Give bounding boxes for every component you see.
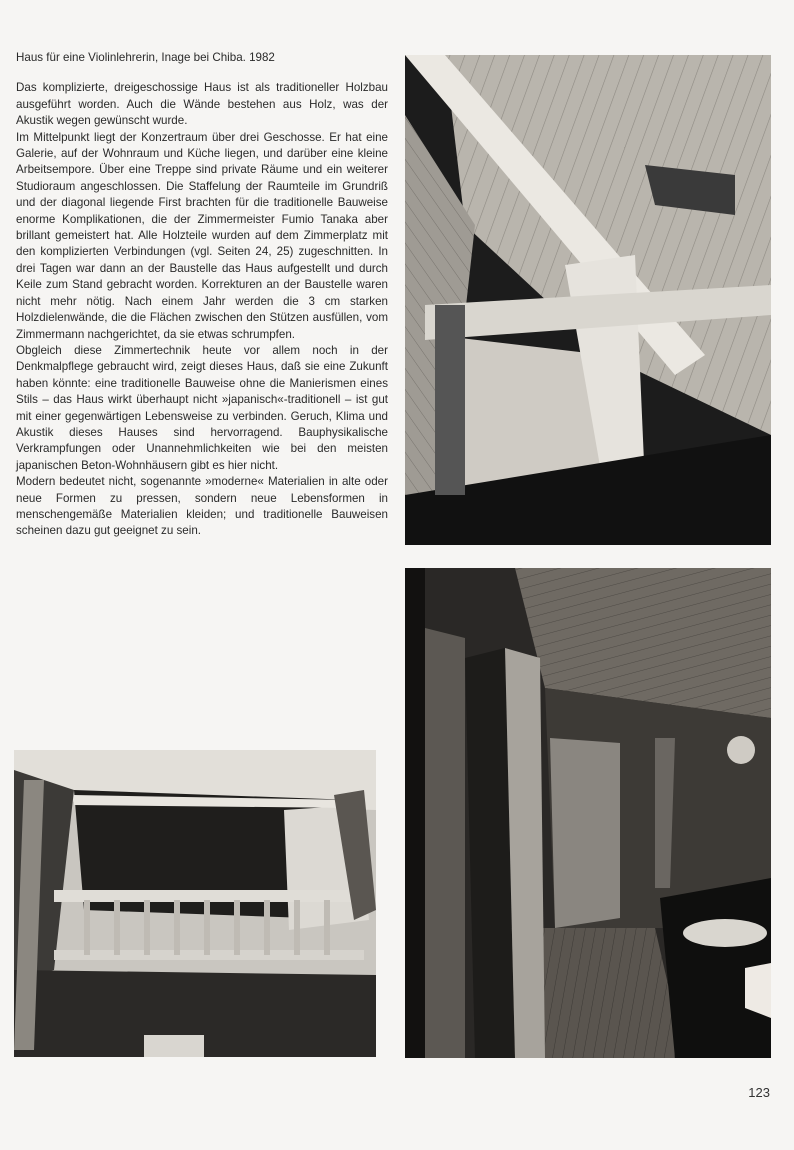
article-title: Haus für eine Violinlehrerin, Inage bei Chiba. 1982 xyxy=(16,51,275,64)
photo-ceiling-timber-frame xyxy=(405,55,771,545)
paragraph-4: Modern bedeutet nicht, sogenannte »moderne« Materialien in alte oder neue Formen zu pressen, sondern neue Lebensformen in menschengemäße Materialien kleiden; und traditionelle Bauweisen scheinen dazu gut geeignet zu sein. xyxy=(16,475,388,538)
paragraph-3: Obgleich diese Zimmertechnik heute vor allem noch in der Denkmalpflege gebraucht wird, zeigt dieses Haus, daß sie eine Zukunft haben könnte: eine traditionelle Bauweise ohne die Manierismen eines Stils – das Haus wirkt überhaupt nicht »japanisch«-traditionell – ist gut mit einer gegenwärtigen Lebensweise zu verbinden. Geruch, Klima und Akustik dieses Hauses sind hervorragend. Bauphysikalische Verkrampfungen oder Unannehmlichkeiten wie bei den meisten japanischen Beton-Wohnhäusern gibt es hier nicht. xyxy=(16,343,388,472)
photo-bathroom-interior xyxy=(405,568,771,1058)
page-number: 123 xyxy=(748,1085,770,1100)
paragraph-1: Das komplizierte, dreigeschossige Haus ist als traditioneller Holzbau ausgeführt worden. Auch die Wände bestehen aus Holz, was der Akustik wegen gewünscht wurde. xyxy=(16,81,388,128)
article-text xyxy=(16,50,388,540)
photo-balcony-exterior xyxy=(14,750,376,1057)
paragraph-2: Im Mittelpunkt liegt der Konzertraum über drei Geschosse. Er hat eine Galerie, auf der Wohnraum und Küche liegen, und darüber eine kleine Arbeitsempore. Über eine Treppe sind private Räume und ein weiterer Studioraum angeschlossen. Die Staffelung der Raumteile im Grundriß und der diagonal liegende First brachten für die traditionelle Bauweise enorme Komplikationen, die der Zimmermeister Fumio Tanaka aber brillant gemeistert hat. Alle Holzteile wurden auf dem Zimmerplatz mit den komplizierten Verbindungen (vgl. Seiten 24, 25) zugeschnitten. In drei Tagen war dann an der Baustelle das Haus aufgestellt und durch Keile zum Stand gebracht worden. Korrekturen an der Baustelle waren nicht mehr nötig. Nach einem Jahr werden die 3 cm starken Holzdielenwände, die die Flächen zwischen den Stützen ausfüllen, vom Zimmermann nachgerichtet, da sie etwas schrumpfen. xyxy=(16,130,388,341)
